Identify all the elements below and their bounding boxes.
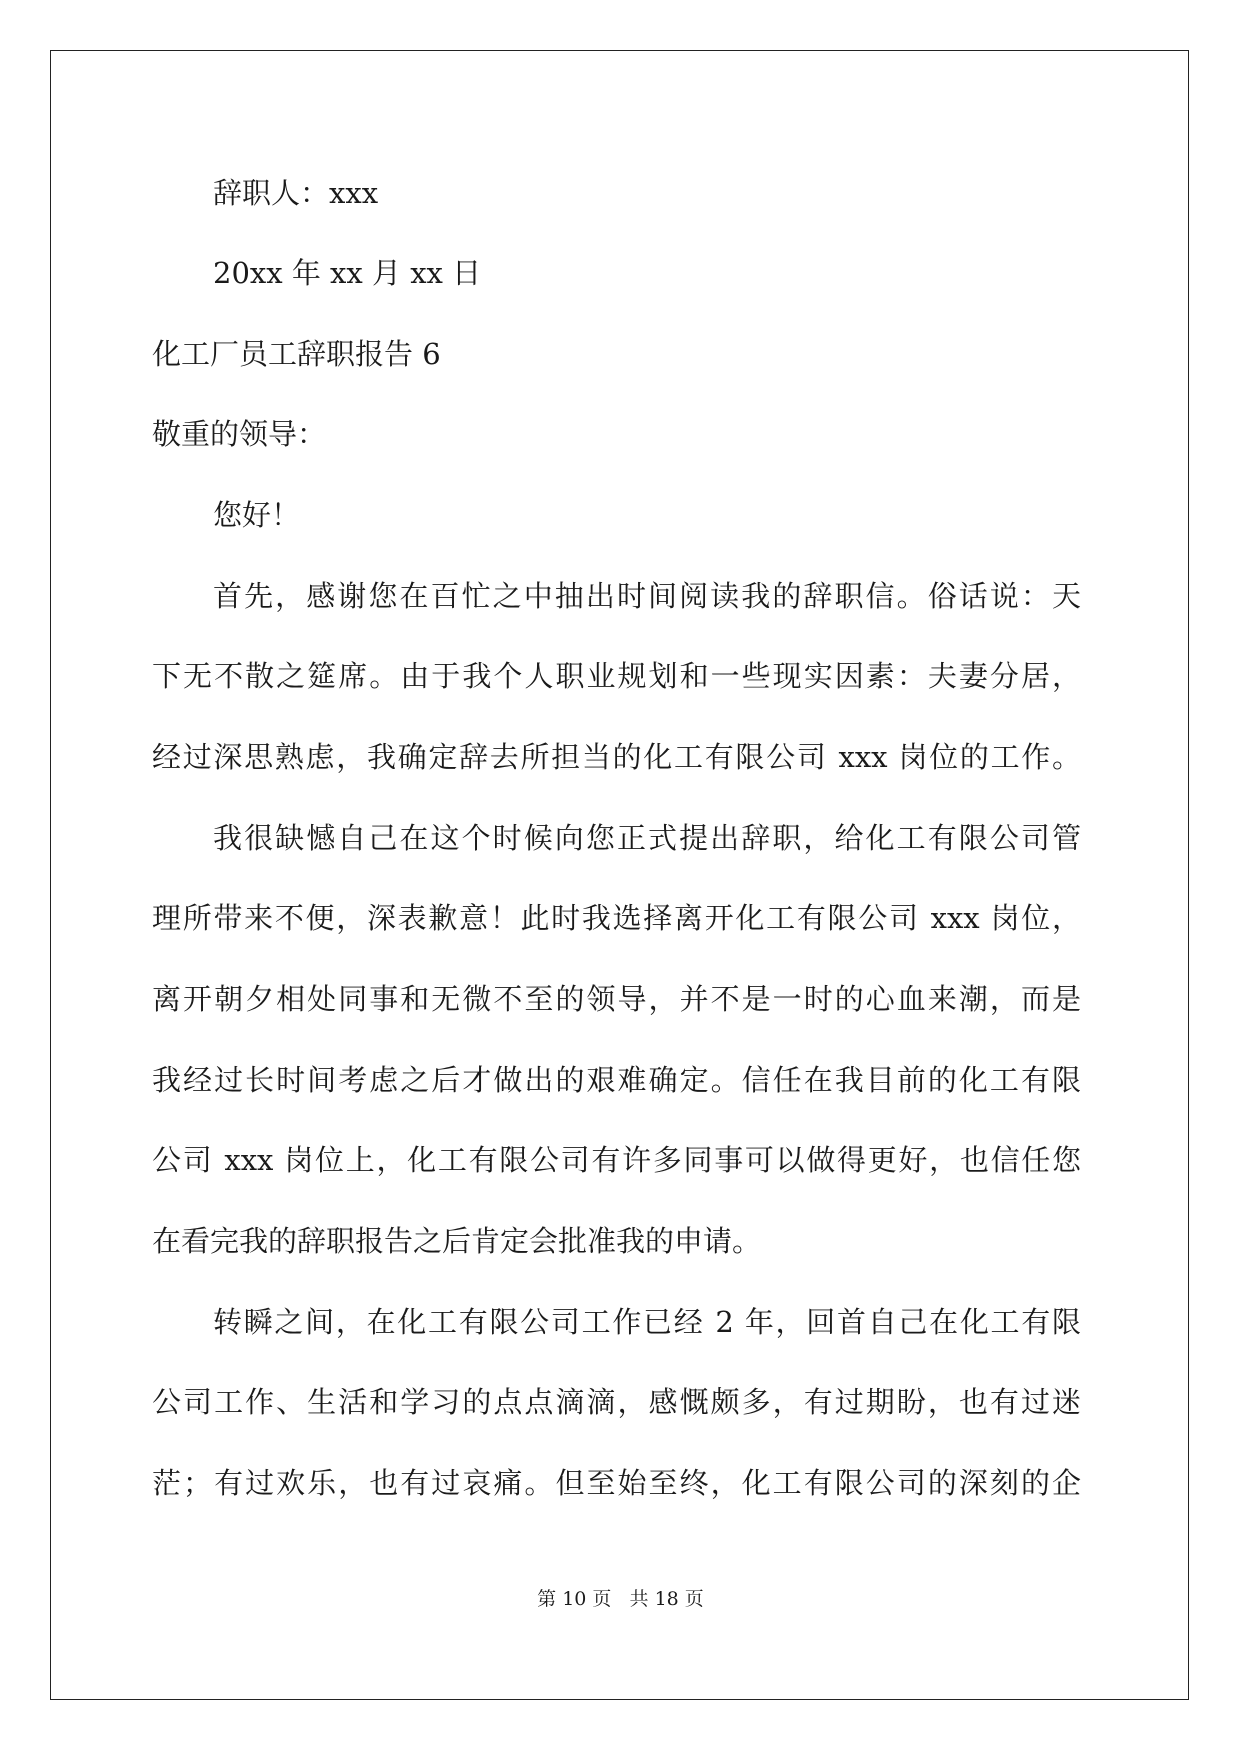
paragraph-2-line-2: 理所带来不便，深表歉意！此时我选择离开化工有限公司 xxx 岗位， [152, 901, 1081, 935]
paragraph-1-line-1: 首先，感谢您在百忙之中抽出时间阅读我的辞职信。俗话说：天 [213, 579, 1081, 613]
paragraph-3-line-1: 转瞬之间，在化工有限公司工作已经 2 年，回首自己在化工有限 [213, 1305, 1081, 1339]
letter-title: 化工厂员工辞职报告 6 [152, 337, 441, 371]
paragraph-2-line-1: 我很缺憾自己在这个时候向您正式提出辞职，给化工有限公司管 [213, 821, 1081, 855]
paragraph-3-line-3: 茫；有过欢乐，也有过哀痛。但至始至终，化工有限公司的深刻的企 [152, 1466, 1081, 1500]
greeting: 您好！ [213, 498, 301, 532]
resigner-line: 辞职人：xxx [213, 176, 379, 210]
page-number-footer: 第 10 页 共 18 页 [537, 1588, 704, 1610]
paragraph-2-line-6: 在看完我的辞职报告之后肯定会批准我的申请。 [152, 1224, 762, 1258]
paragraph-2-line-4: 我经过长时间考虑之后才做出的艰难确定。信任在我目前的化工有限 [152, 1063, 1081, 1097]
salutation: 敬重的领导： [152, 417, 327, 451]
page-border [50, 50, 1189, 1700]
paragraph-2-line-3: 离开朝夕相处同事和无微不至的领导，并不是一时的心血来潮，而是 [152, 982, 1081, 1016]
paragraph-3-line-2: 公司工作、生活和学习的点点滴滴，感慨颇多，有过期盼，也有过迷 [152, 1385, 1081, 1419]
paragraph-2-line-5: 公司 xxx 岗位上，化工有限公司有许多同事可以做得更好，也信任您 [152, 1143, 1081, 1177]
date-line: 20xx 年 xx 月 xx 日 [213, 256, 482, 290]
paragraph-1-line-3: 经过深思熟虑，我确定辞去所担当的化工有限公司 xxx 岗位的工作。 [152, 740, 1081, 774]
paragraph-1-line-2: 下无不散之筵席。由于我个人职业规划和一些现实因素：夫妻分居， [152, 659, 1081, 693]
